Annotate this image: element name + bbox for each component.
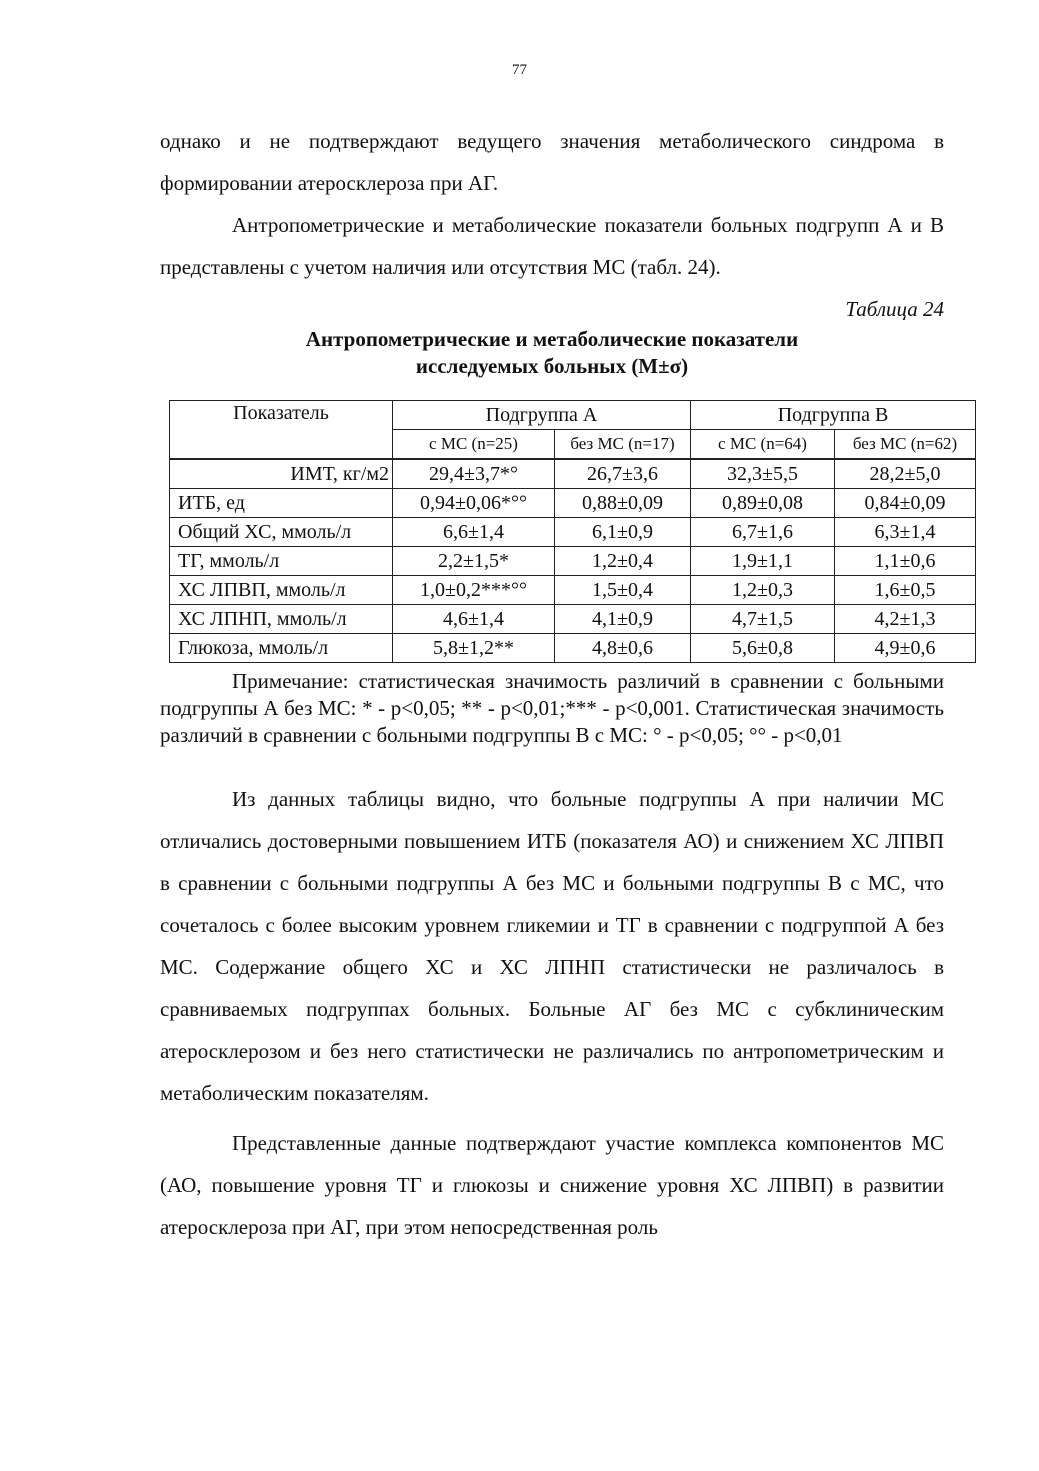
row-value: 1,6±0,5 [835,576,976,605]
row-value: 6,3±1,4 [835,518,976,547]
row-value: 32,3±5,5 [691,459,835,489]
row-value: 5,6±0,8 [691,634,835,663]
table-row [170,518,976,547]
row-name: ХС ЛПВП, ммоль/л [170,576,393,605]
table-header-row [170,401,976,430]
subheader-cell: с МС (n=25) [393,430,555,460]
table-row [170,576,976,605]
table-row [170,634,976,663]
page-number: 77 [512,62,527,78]
row-value: 5,8±1,2** [393,634,555,663]
row-value: 1,2±0,4 [555,547,691,576]
header-group-a: Подгруппа А [393,401,691,430]
table-row [170,547,976,576]
header-indicator: Показатель [170,401,393,460]
row-value: 2,2±1,5* [393,547,555,576]
row-value: 6,7±1,6 [691,518,835,547]
table-note-text: Примечание: статистическая значимость различий в сравнении с больными подгруппы А без МС: * - p<0,05; ** - p<0,01;*** - p<0,001. Статистическая значимость различий в сравнении с больными подгруппы В с МС: ° - p<0,05; °° - p<0,01 [160,669,944,747]
row-value: 1,2±0,3 [691,576,835,605]
row-value: 4,8±0,6 [555,634,691,663]
row-value: 1,1±0,6 [835,547,976,576]
intro-paragraph: Антропометрические и метаболические показатели больных подгрупп А и В представлены с учетом наличия или отсутствия МС (табл. 24). [160,213,944,279]
row-value: 1,9±1,1 [691,547,835,576]
row-value: 4,1±0,9 [555,605,691,634]
row-value: 26,7±3,6 [555,459,691,489]
subheader-cell: без МС (n=17) [555,430,691,460]
row-value: 0,89±0,08 [691,489,835,518]
row-value: 4,9±0,6 [835,634,976,663]
table-title [160,326,944,380]
row-name: ХС ЛПНП, ммоль/л [170,605,393,634]
table-row [170,489,976,518]
header-group-b: Подгруппа В [691,401,976,430]
row-value: 6,1±0,9 [555,518,691,547]
table-label: Таблица 24 [845,297,944,321]
table-row [170,459,976,489]
row-value: 1,0±0,2***°° [393,576,555,605]
row-name: Общий ХС, ммоль/л [170,518,393,547]
row-value: 0,84±0,09 [835,489,976,518]
intro-text [160,120,944,288]
table-title-line-2: исследуемых больных (M±σ) [415,354,689,378]
row-name: ИТБ, ед [170,489,393,518]
row-value: 0,88±0,09 [555,489,691,518]
row-value: 4,7±1,5 [691,605,835,634]
data-table [169,400,976,663]
row-name: Глюкоза, ммоль/л [170,634,393,663]
row-value: 0,94±0,06*°° [393,489,555,518]
row-value: 4,2±1,3 [835,605,976,634]
row-value: 1,5±0,4 [555,576,691,605]
subheader-cell: с МС (n=64) [691,430,835,460]
subheader-cell: без МС (n=62) [835,430,976,460]
table-title-line-1: Антропометрические и метаболические показатели [305,327,799,351]
body-text [160,778,944,1248]
body-paragraph: Из данных таблицы видно, что больные подгруппы А при наличии МС отличались достоверными повышением ИТБ (показателя АО) и снижением ХС ЛПВП в сравнении с больными подгруппы А без МС и больными подгруппы В с МС, что сочеталось с более высоким уровнем гликемии и ТГ в сравнении с подгруппой А без МС. Содержание общего ХС и ХС ЛПНП статистически не различалось в сравниваемых подгруппах больных. Больные АГ без МС с субклиническим атеросклерозом и без него статистически не различались по антропометрическим и метаболическим показателям. [160,787,944,1105]
row-value: 6,6±1,4 [393,518,555,547]
intro-paragraph-continuation: однако и не подтверждают ведущего значения метаболического синдрома в формировании атеросклероза при АГ. [160,129,944,195]
row-value: 28,2±5,0 [835,459,976,489]
table-note [160,668,944,749]
row-value: 29,4±3,7*° [393,459,555,489]
table-row [170,605,976,634]
body-paragraph: Представленные данные подтверждают участие комплекса компонентов МС (АО, повышение уровня ТГ и глюкозы и снижение уровня ХС ЛПВП) в развитии атеросклероза при АГ, при этом непосредственная роль [160,1131,944,1239]
row-name: ТГ, ммоль/л [170,547,393,576]
row-value: 4,6±1,4 [393,605,555,634]
row-name: ИМТ, кг/м2 [170,459,393,489]
